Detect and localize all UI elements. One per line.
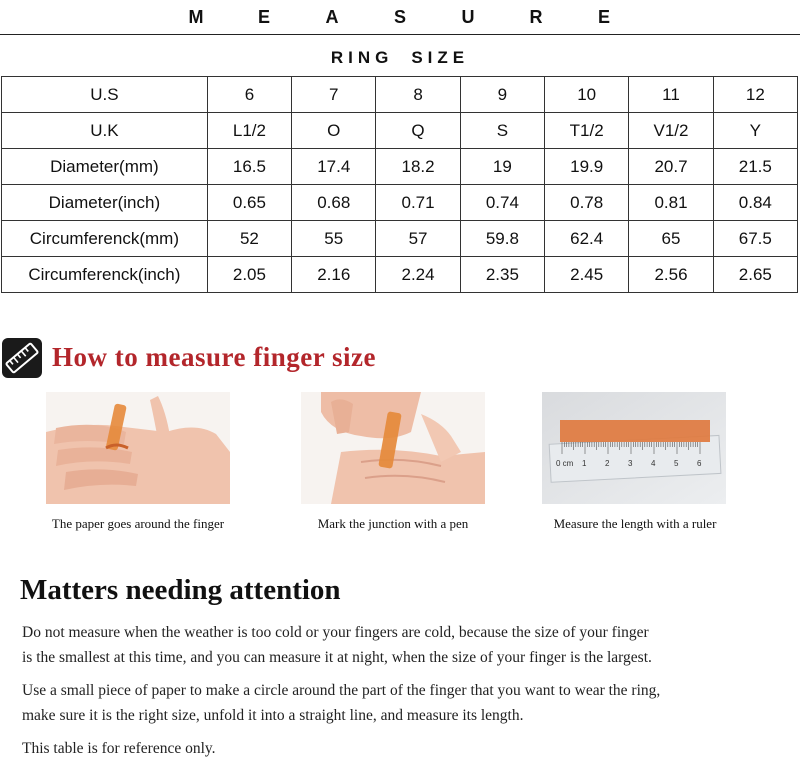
attention-paragraph xyxy=(22,678,782,728)
table-cell: 8 xyxy=(376,77,460,113)
ring-size-word: SIZE xyxy=(411,48,470,67)
table-cell: 67.5 xyxy=(713,221,797,257)
ring-size-table-body xyxy=(2,77,798,293)
table-row-header: Diameter(mm) xyxy=(2,149,208,185)
ruler-measure-image xyxy=(542,392,726,504)
attention-line: Do not measure when the weather is too cold or your fingers are cold, because the size of your finger xyxy=(22,624,649,641)
measure-letter: S xyxy=(393,6,406,27)
table-cell: 2.05 xyxy=(207,257,291,293)
measure-letter: A xyxy=(325,6,339,27)
table-cell: 12 xyxy=(713,77,797,113)
table-cell: 0.65 xyxy=(207,185,291,221)
table-cell: 6 xyxy=(207,77,291,113)
table-cell: 17.4 xyxy=(292,149,376,185)
attention-paragraph xyxy=(22,736,782,761)
step-caption: Measure the length with a ruler xyxy=(553,516,717,531)
table-row-header: U.K xyxy=(2,113,208,149)
table-cell: 9 xyxy=(460,77,544,113)
table-cell: 19 xyxy=(460,149,544,185)
hand-wrap-paper-image xyxy=(46,392,230,504)
table-row xyxy=(2,77,798,113)
table-cell: 57 xyxy=(376,221,460,257)
table-cell: 2.16 xyxy=(292,257,376,293)
ruler-mark: 1 xyxy=(582,459,587,468)
ruler-mark: 3 xyxy=(628,459,633,468)
table-cell: 62.4 xyxy=(545,221,629,257)
step-caption: The paper goes around the finger xyxy=(51,516,225,531)
hand-mark-junction-image xyxy=(301,392,485,504)
measure-header xyxy=(0,0,800,35)
attention-paragraph xyxy=(22,620,782,670)
ring-size-word: RING xyxy=(330,48,394,67)
table-cell: Y xyxy=(713,113,797,149)
how-to-measure-title: How to measure finger size xyxy=(52,342,376,372)
ring-size-heading xyxy=(0,40,800,76)
table-cell: 16.5 xyxy=(207,149,291,185)
table-row-header: Diameter(inch) xyxy=(2,185,208,221)
ruler-mark: 4 xyxy=(651,459,656,468)
table-cell: V1/2 xyxy=(629,113,713,149)
measure-letters xyxy=(162,7,638,28)
table-cell: 2.24 xyxy=(376,257,460,293)
table-row-header: Circumferenck(mm) xyxy=(2,221,208,257)
table-cell: 55 xyxy=(292,221,376,257)
table-cell: 2.45 xyxy=(545,257,629,293)
ruler-zero-label: 0 cm xyxy=(556,459,574,468)
table-cell: 20.7 xyxy=(629,149,713,185)
attention-title: Matters needing attention xyxy=(20,574,341,606)
step-photo-wrap-mark xyxy=(301,392,485,504)
table-cell: S xyxy=(460,113,544,149)
table-cell: 0.68 xyxy=(292,185,376,221)
table-cell: 0.71 xyxy=(376,185,460,221)
table-row xyxy=(2,221,798,257)
step-photo-wrap-paper xyxy=(46,392,230,504)
attention-line: is the smallest at this time, and you can measure it at night, when the size of your finger is the largest. xyxy=(22,649,652,666)
table-cell: 10 xyxy=(545,77,629,113)
table-cell: 2.65 xyxy=(713,257,797,293)
attention-line: make sure it is the right size, unfold it into a straight line, and measure its length. xyxy=(22,707,524,724)
ruler-mark: 2 xyxy=(605,459,610,468)
table-cell: 18.2 xyxy=(376,149,460,185)
measure-letter: R xyxy=(529,6,543,27)
table-cell: 0.74 xyxy=(460,185,544,221)
table-cell: 2.35 xyxy=(460,257,544,293)
table-cell: 2.56 xyxy=(629,257,713,293)
step-caption: Mark the junction with a pen xyxy=(317,516,469,531)
ruler-icon xyxy=(2,338,42,378)
table-row-header: Circumferenck(inch) xyxy=(2,257,208,293)
measure-letter: E xyxy=(597,6,610,27)
table-row xyxy=(2,257,798,293)
ring-size-table xyxy=(1,76,798,293)
measure-letter: U xyxy=(461,6,475,27)
table-cell: 11 xyxy=(629,77,713,113)
table-row xyxy=(2,113,798,149)
table-cell: 0.81 xyxy=(629,185,713,221)
table-cell: 52 xyxy=(207,221,291,257)
table-cell: 7 xyxy=(292,77,376,113)
table-row xyxy=(2,149,798,185)
table-cell: 0.78 xyxy=(545,185,629,221)
attention-line: This table is for reference only. xyxy=(22,740,216,757)
table-cell: 0.84 xyxy=(713,185,797,221)
table-cell: 21.5 xyxy=(713,149,797,185)
how-to-measure-banner xyxy=(0,336,800,382)
table-cell: T1/2 xyxy=(545,113,629,149)
table-cell: 19.9 xyxy=(545,149,629,185)
ruler-mark: 5 xyxy=(674,459,679,468)
table-row xyxy=(2,185,798,221)
table-cell: 59.8 xyxy=(460,221,544,257)
table-cell: 65 xyxy=(629,221,713,257)
measure-letter: E xyxy=(257,6,270,27)
table-cell: Q xyxy=(376,113,460,149)
table-cell: L1/2 xyxy=(207,113,291,149)
measure-letter: M xyxy=(188,6,204,27)
table-cell: O xyxy=(292,113,376,149)
attention-line: Use a small piece of paper to make a circle around the part of the finger that you want to wear the ring, xyxy=(22,682,661,699)
table-row-header: U.S xyxy=(2,77,208,113)
step-photo-ruler xyxy=(542,392,726,504)
ruler-mark: 6 xyxy=(697,459,702,468)
